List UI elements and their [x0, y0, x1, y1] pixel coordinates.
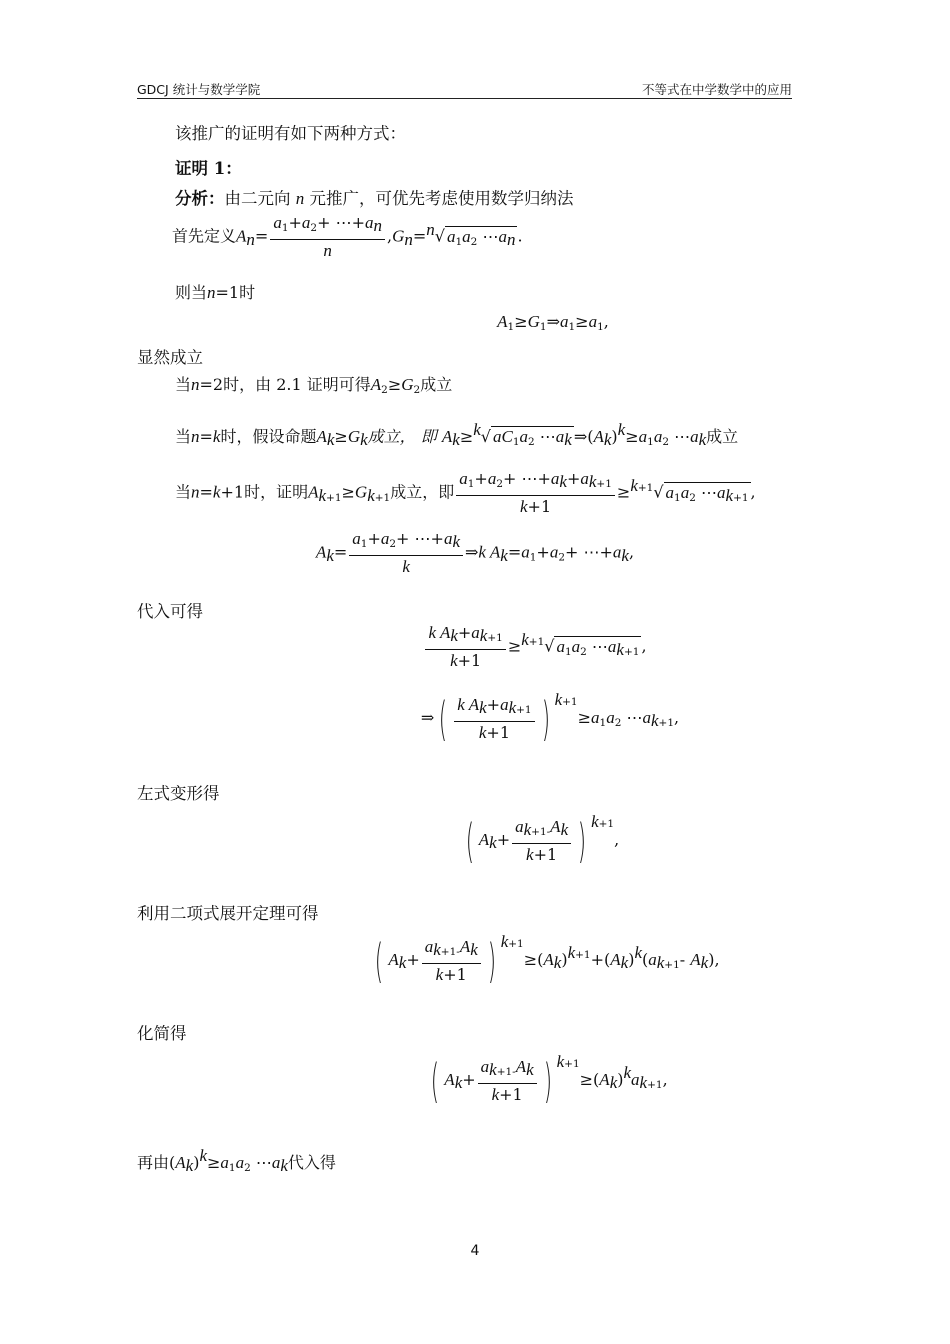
case-n1-formula: $A_1\ge G_1\Rightarrow a_1\ge a_1$, [497, 312, 609, 333]
ak-definition-formula: $A_k=$ $\frac{a_1+a_2+ \cdots+a_k}{k}$ ⇒k $A_k=a_1+a_2+$ $\cdots+a_k$, [315, 529, 635, 576]
analysis-line: 分析：由二元向 n 元推广，可优先考虑使用数学归纳法 [175, 189, 574, 208]
page-number: 4 [470, 1243, 480, 1259]
proof-1-heading: 证明 1： [175, 159, 242, 178]
simplify-line: 化简得 [137, 1024, 187, 1043]
binomial-formula: ( $A_k+$ $\frac{a_{k+1-}A_k}{k+1}$ ) $^{k+1}\ge(A_k)^{k+1}+(A_k)^k(a_{k+1}-$ $A_k$), [375, 932, 720, 988]
again-line: 再由$(A_k)^k\ge a_1a_2$ $\cdots a_k$代入得 [137, 1146, 336, 1175]
case-n1: 则当n=1时 [175, 283, 256, 302]
substitute-line: 代入可得 [137, 602, 203, 621]
substituted-formula: $\frac{k A_k+a_{k+1}}{k+1}$ ≥$^{k+1}$√ $a_1a_2$ $\cdots a_{k+1}$ , [0, 622, 950, 672]
case-nk1: 当n=k+1时，证明$A_{k+1}\ge G_{k+1}$成立，即 $\frac{a_1+a_2+ \cdots+a_k+a_{k+1}}{k+1}$ ≥$^{k+1}$√ $a_1a_2$ $\cdots a_{k+1}$ , [175, 469, 756, 516]
binomial-line: 利用二项式展开定理可得 [137, 904, 319, 923]
header-right: 不等式在中学数学中的应用 [641, 82, 792, 97]
case-n2: 当n=2时，由 2.1 证明可得$A_2\ge G_2$成立 [175, 375, 453, 396]
page-header [137, 80, 792, 99]
simplified-formula: ( $A_k+$ $\frac{a_{k+1-}A_k}{k+1}$ ) $^{k+1}\ge(A_k)^ka_{k+1}$, [431, 1052, 668, 1108]
obvious-line: 显然成立 [137, 348, 203, 367]
case-nk: 当n=k时，假设命题$A_k\ge G_k$成立， 即 $A_k\ge^k√$ $aC_1a_2$ $\cdots a_k$ $\Rightarrow(A_k)^k\ge a_1a_2$ $\cdots a_k$成立 [175, 420, 739, 449]
transformed-formula: ( $A_k+$ $\frac{a_{k+1-}A_k}{k+1}$ ) $^{k+1}$, [465, 812, 620, 868]
power-formula: ⇒ ( $\frac{k A_k+a_{k+1}}{k+1}$ ) $^{k+1}\ge a_1a_2$ $\cdots a_{k+1}$, [420, 690, 680, 746]
definition-formula: 首先定义$A_n=$ $\frac{a_1+a_2+ \cdots+a_n}{n}$ $,G_n=^n√$ $a_1a_2$ $\cdots a_n$ . [172, 213, 523, 260]
intro-line: 该推广的证明有如下两种方式： [175, 124, 406, 143]
left-transform-line: 左式变形得 [137, 784, 220, 803]
header-left: GDCJ 统计与数学学院 [137, 82, 261, 97]
